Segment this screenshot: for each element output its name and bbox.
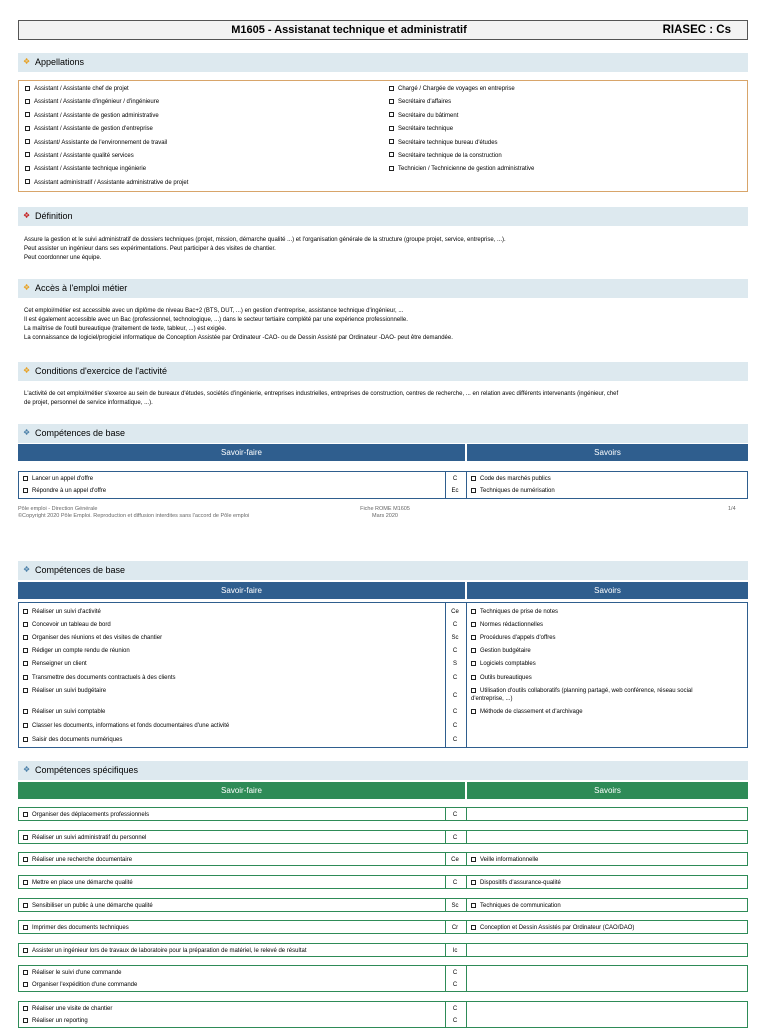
checkbox-icon: [23, 675, 28, 680]
appellation-label: Assistant / Assistante chef de projet: [34, 86, 129, 92]
footer-left: [18, 506, 249, 520]
diamond-icon: ❖: [23, 283, 31, 292]
skill-code: Sc: [451, 903, 459, 909]
section-title: Compétences de base: [35, 428, 126, 438]
skill-item-text: Classer les documents, informations et fonds documentaires d'une activité: [32, 723, 230, 729]
definition-line: Peut assister un ingénieur dans ses expérimentations. Peut participer à des visites de chantier.: [24, 246, 276, 252]
knowledge-item-text: Techniques de numérisation: [480, 488, 555, 494]
appellation-item: [389, 137, 534, 150]
skill-block: [18, 830, 748, 844]
acces-line: La connaissance de logiciel/progiciel informatique de Conception Assistée par Ordinateur -CAO- ou de Dessin Assisté par Ordinateur -DAO- peut être demandée.: [24, 335, 453, 341]
competences-base-table: [18, 471, 748, 499]
skill-code: Cr: [451, 925, 459, 931]
section-acces: [18, 279, 748, 298]
appellation-item: [25, 83, 188, 96]
knowledge-item-text: Outils bureautiques: [480, 675, 532, 681]
column-header-savoir-faire: Savoir-faire: [18, 782, 465, 799]
section-title: Accès à l'emploi métier: [35, 283, 128, 293]
diamond-icon: ❖: [23, 765, 31, 774]
column-divider: [466, 1002, 467, 1027]
section-conditions: [18, 362, 748, 381]
column-divider: [466, 853, 467, 865]
skill-item-text: Sensibiliser un public à une démarche qualité: [32, 903, 153, 909]
appellation-label: Secrétaire d'affaires: [398, 99, 452, 106]
appellations-right-column: [389, 83, 534, 177]
skill-code: C: [452, 970, 458, 976]
checkbox-icon: [471, 488, 476, 493]
footer-copyright: ©Copyright 2020 Pôle Emploi. Reproduction et diffusion interdites sans l'accord de Pôle emploi: [18, 513, 250, 519]
checkbox-icon: [25, 126, 30, 131]
appellation-label: Secrétaire technique bureau d'études: [398, 139, 498, 146]
checkbox-icon: [471, 675, 476, 680]
checkbox-icon: [389, 152, 394, 157]
skill-code: Ce: [451, 857, 459, 863]
knowledge-item-text: Code des marchés publics: [480, 476, 551, 482]
section-title: Conditions d'exercice de l'activité: [35, 366, 168, 376]
checkbox-icon: [23, 688, 28, 693]
column-divider: [466, 603, 467, 747]
knowledge-item-text: Veille informationnelle: [480, 857, 539, 863]
knowledge-item: [471, 879, 561, 887]
skill-item-text: Saisir des documents numériques: [32, 737, 123, 743]
skill-item: [23, 902, 153, 910]
footer-center: [345, 506, 425, 520]
skill-item-text: Rédiger un compte rendu de réunion: [32, 648, 130, 654]
checkbox-icon: [23, 709, 28, 714]
section-title: Compétences de base: [35, 565, 126, 575]
checkbox-icon: [23, 1018, 28, 1023]
skill-item-text: Renseigner un client: [32, 661, 87, 667]
appellation-label: Technicien / Technicienne de gestion administrative: [398, 166, 535, 173]
appellation-label: Chargé / Chargée de voyages en entreprise: [398, 86, 515, 92]
knowledge-item: [471, 687, 693, 695]
appellation-item: [25, 110, 188, 123]
checkbox-icon: [23, 970, 28, 975]
checkbox-icon: [471, 622, 476, 627]
skill-item: [23, 879, 133, 887]
skill-item: [23, 736, 122, 744]
knowledge-item-text: Procédures d'appels d'offres: [480, 635, 556, 641]
checkbox-icon: [471, 661, 476, 666]
checkbox-icon: [23, 635, 28, 640]
skill-item-text: Organiser l'expédition d'une commande: [32, 982, 138, 988]
checkbox-icon: [25, 112, 30, 117]
skill-code: Ce: [451, 609, 459, 615]
checkbox-icon: [471, 925, 476, 930]
column-divider: [466, 472, 467, 498]
skill-item: [23, 647, 130, 655]
appellation-label: Assistant administratif / Assistante administrative de projet: [34, 179, 189, 186]
checkbox-icon: [389, 166, 394, 171]
footer-org: Pôle emploi - Direction Générale: [18, 506, 98, 512]
acces-line: Cet emploi/métier est accessible avec un diplôme de niveau Bac+2 (BTS, DUT, ...) en gestion d'entreprise, assistance technique d'ingénieur, ...: [24, 308, 404, 314]
skill-code: C: [452, 675, 458, 681]
definition-line: Peut coordonner une équipe.: [24, 255, 102, 261]
skill-item: [23, 947, 307, 955]
skill-block: [18, 898, 748, 912]
skill-block: [18, 965, 748, 992]
appellation-label: Secrétaire technique de la construction: [398, 152, 502, 159]
skill-code: C: [452, 622, 458, 628]
column-divider: [466, 966, 467, 991]
column-divider: [466, 899, 467, 911]
knowledge-item: [471, 634, 556, 642]
skill-item-text: Réaliser une visite de chantier: [32, 1006, 113, 1012]
skill-item-text: Lancer un appel d'offre: [32, 476, 94, 482]
skill-code: Ec: [451, 488, 459, 494]
diamond-icon: ❖: [23, 366, 31, 375]
checkbox-icon: [23, 488, 28, 493]
appellations-left-column: [25, 83, 188, 190]
appellation-label: Secrétaire du bâtiment: [398, 112, 459, 119]
competences-specifiques-blocks: [18, 807, 748, 1024]
knowledge-item-text: Conception et Dessin Assistés par Ordinateur (CAO/DAO): [480, 925, 635, 931]
checkbox-icon: [471, 880, 476, 885]
skill-item: [23, 924, 129, 932]
checkbox-icon: [23, 476, 28, 481]
appellation-label: Assistant/ Assistante de l'environnement de travail: [34, 139, 168, 146]
checkbox-icon: [389, 112, 394, 117]
skill-item: [23, 969, 122, 977]
skill-code: C: [452, 723, 458, 729]
skill-item: [23, 981, 137, 989]
appellation-item: [25, 137, 188, 150]
appellation-item: [25, 150, 188, 163]
skill-item: [23, 811, 149, 819]
skill-item-text: Réaliser le suivi d'une commande: [32, 970, 122, 976]
skill-item: [23, 674, 176, 682]
skill-item-text: Répondre à un appel d'offre: [32, 488, 107, 494]
diamond-icon: ❖: [23, 565, 31, 574]
appellation-label: Assistant / Assistante de gestion administrative: [34, 112, 159, 119]
checkbox-icon: [471, 476, 476, 481]
checkbox-icon: [23, 925, 28, 930]
skill-code: C: [452, 1018, 458, 1024]
footer-date: Mars 2020: [372, 513, 398, 519]
checkbox-icon: [23, 723, 28, 728]
knowledge-item-text: Méthode de classement et d'archivage: [480, 709, 583, 715]
footer-page-number: 1/4: [728, 506, 736, 512]
checkbox-icon: [389, 99, 394, 104]
checkbox-icon: [23, 982, 28, 987]
acces-text: [24, 307, 748, 343]
checkbox-icon: [25, 152, 30, 157]
column-divider: [466, 921, 467, 933]
skill-item: [23, 660, 87, 668]
knowledge-item: [471, 647, 531, 655]
skill-item: [23, 708, 105, 716]
skill-code: S: [452, 661, 457, 667]
column-divider: [466, 876, 467, 888]
appellation-item: [389, 96, 534, 109]
appellation-item: [389, 123, 534, 136]
skill-item-text: Réaliser un reporting: [32, 1018, 88, 1024]
competences-base-table: [18, 602, 748, 748]
checkbox-icon: [471, 688, 476, 693]
checkbox-icon: [389, 139, 394, 144]
definition-text: [24, 236, 748, 263]
title-bar: [18, 20, 748, 40]
knowledge-item: [471, 608, 558, 616]
knowledge-item: [471, 621, 543, 629]
checkbox-icon: [23, 835, 28, 840]
checkbox-icon: [25, 166, 30, 171]
checkbox-icon: [23, 622, 28, 627]
diamond-icon: ❖: [23, 428, 31, 437]
checkbox-icon: [471, 903, 476, 908]
skill-item: [23, 1005, 112, 1013]
skill-item-text: Imprimer des documents techniques: [32, 925, 129, 931]
checkbox-icon: [23, 880, 28, 885]
appellation-item: [25, 123, 188, 136]
appellation-item: [25, 163, 188, 176]
skill-item-text: Réaliser un suivi budgétaire: [32, 688, 107, 694]
checkbox-icon: [25, 139, 30, 144]
knowledge-item-text: Dispositifs d'assurance-qualité: [480, 880, 561, 886]
skill-item-text: Réaliser un suivi administratif du personnel: [32, 835, 147, 841]
appellation-item: [25, 177, 188, 190]
section-title: Définition: [35, 211, 73, 221]
checkbox-icon: [471, 635, 476, 640]
knowledge-item-text: Techniques de prise de notes: [480, 609, 559, 615]
appellation-label: Assistant / Assistante qualité services: [34, 152, 134, 159]
skill-item: [23, 621, 111, 629]
diamond-icon: ❖: [23, 57, 31, 66]
conditions-text: [24, 390, 748, 408]
checkbox-icon: [23, 737, 28, 742]
skill-item: [23, 856, 132, 864]
skill-code: C: [452, 982, 458, 988]
section-title: Appellations: [35, 57, 85, 67]
appellation-item: [389, 83, 534, 96]
section-competences-base: [18, 424, 748, 443]
checkbox-icon: [471, 709, 476, 714]
skill-item-text: Transmettre des documents contractuels à des clients: [32, 675, 176, 681]
knowledge-item: [471, 487, 555, 495]
section-appellations: [18, 53, 748, 72]
acces-line: Il est également accessible avec un Bac (professionnel, technologique, ...) dans le secteur tertiaire complété par une expérience professionnelle.: [24, 317, 408, 323]
checkbox-icon: [23, 609, 28, 614]
skill-item-text: Concevoir un tableau de bord: [32, 622, 111, 628]
skill-code: C: [452, 812, 458, 818]
appellation-item: [389, 110, 534, 123]
skill-item-text: Organiser des déplacements professionnels: [32, 812, 150, 818]
checkbox-icon: [23, 648, 28, 653]
knowledge-item: [471, 924, 634, 932]
checkbox-icon: [23, 661, 28, 666]
checkbox-icon: [25, 86, 30, 91]
appellation-label: Assistant / Assistante d'ingénieur / d'ingénieure: [34, 99, 160, 106]
knowledge-item: [471, 902, 561, 910]
knowledge-item: [471, 674, 532, 682]
skill-item-text: Mettre en place une démarche qualité: [32, 880, 133, 886]
skill-code: Ic: [452, 948, 458, 954]
checkbox-icon: [25, 99, 30, 104]
column-header-savoirs: Savoirs: [467, 782, 748, 799]
riasec-code: RIASEC : Cs: [662, 24, 731, 36]
appellation-label: Assistant / Assistante de gestion d'entreprise: [34, 126, 153, 133]
appellation-label: Assistant / Assistante technique ingénierie: [34, 166, 147, 173]
skill-code: C: [452, 737, 458, 743]
conditions-line: L'activité de cet emploi/métier s'exerce au sein de bureaux d'études, sociétés d'ingénierie, entreprises industrielles, entreprises de construction, centres de recherche, ... en relation avec différents intervenants (ingénieur, chef: [24, 391, 619, 397]
checkbox-icon: [389, 126, 394, 131]
skill-code: C: [452, 709, 458, 715]
page-title: M1605 - Assistanat technique et administratif: [231, 24, 467, 36]
skill-item: [23, 608, 101, 616]
skill-item-text: Organiser des réunions et des visites de chantier: [32, 635, 163, 641]
checkbox-icon: [23, 1006, 28, 1011]
knowledge-item: [471, 856, 538, 864]
skill-block: [18, 943, 748, 957]
acces-line: La maîtrise de l'outil bureautique (traitement de texte, tableur, ...) est exigée.: [24, 326, 227, 332]
section-definition: [18, 207, 748, 226]
skill-item-text: Réaliser une recherche documentaire: [32, 857, 133, 863]
column-header-savoirs: Savoirs: [467, 444, 748, 461]
column-divider: [466, 808, 467, 820]
checkbox-icon: [471, 609, 476, 614]
skill-item: [23, 634, 162, 642]
knowledge-item-text: Utilisation d'outils collaboratifs (planning partagé, web conférence, réseau social: [480, 688, 693, 694]
knowledge-item-text: Logiciels comptables: [480, 661, 536, 667]
skill-item-text: Réaliser un suivi comptable: [32, 709, 106, 715]
knowledge-item: [471, 708, 583, 716]
skill-block: [18, 875, 748, 889]
appellation-item: [389, 150, 534, 163]
skill-item: [23, 834, 146, 842]
checkbox-icon: [23, 812, 28, 817]
column-header-savoirs: Savoirs: [467, 582, 748, 599]
knowledge-item-text: Techniques de communication: [480, 903, 561, 909]
diamond-icon: ❖: [23, 211, 31, 220]
appellation-item: [25, 96, 188, 109]
skill-block: [18, 920, 748, 934]
footer-fiche: Fiche ROME M1605: [360, 506, 410, 512]
checkbox-icon: [25, 179, 30, 184]
skill-block: [18, 852, 748, 866]
skill-code: C: [452, 835, 458, 841]
definition-line: Assure la gestion et le suivi administratif de dossiers techniques (projet, mission, démarche qualité ...) et l'organisation générale de la structure (groupe projet, service, entreprise, ...).: [24, 237, 506, 243]
column-divider: [466, 831, 467, 843]
skill-code: C: [452, 693, 458, 699]
column-header-savoir-faire: Savoir-faire: [18, 444, 465, 461]
section-competences-specifiques: [18, 761, 748, 780]
checkbox-icon: [389, 86, 394, 91]
skill-item-text: Réaliser un suivi d'activité: [32, 609, 101, 615]
checkbox-icon: [23, 948, 28, 953]
column-header-savoir-faire: Savoir-faire: [18, 582, 465, 599]
checkbox-icon: [23, 857, 28, 862]
knowledge-item-text: Gestion budgétaire: [480, 648, 531, 654]
skill-item: [23, 475, 93, 483]
knowledge-item: [471, 660, 536, 668]
knowledge-item-continued: d'entreprise, ...): [471, 696, 513, 702]
skill-code: C: [452, 1006, 458, 1012]
column-divider: [466, 944, 467, 956]
skill-item: [23, 722, 229, 730]
skill-block: [18, 807, 748, 821]
checkbox-icon: [23, 903, 28, 908]
appellation-item: [389, 163, 534, 176]
appellations-box: [18, 80, 748, 192]
conditions-line: de projet, personnel de service informatique, ...).: [24, 400, 153, 406]
knowledge-item: [471, 475, 551, 483]
section-competences-base: [18, 561, 748, 580]
skill-item: [23, 487, 106, 495]
checkbox-icon: [471, 857, 476, 862]
skill-item-text: Assister un ingénieur lors de travaux de laboratoire pour la préparation de matériel, le relevé de résultat: [32, 948, 307, 954]
skill-code: C: [452, 880, 458, 886]
appellation-label: Secrétaire technique: [398, 126, 454, 133]
checkbox-icon: [471, 648, 476, 653]
knowledge-item-text: Normes rédactionnelles: [480, 622, 544, 628]
skill-code: Sc: [451, 635, 459, 641]
skill-code: C: [452, 476, 458, 482]
skill-code: C: [452, 648, 458, 654]
skill-item: [23, 687, 106, 695]
section-title: Compétences spécifiques: [35, 765, 139, 775]
